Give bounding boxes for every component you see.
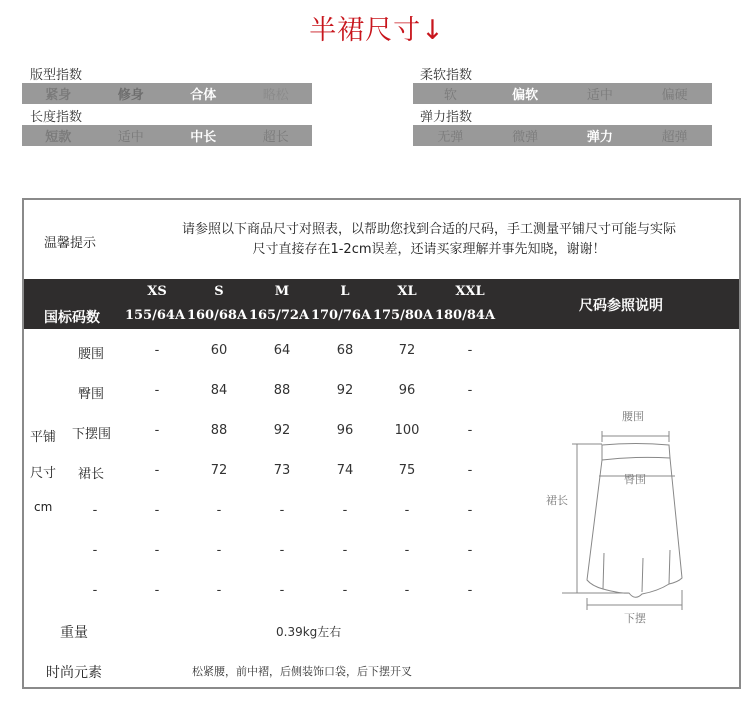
- cell: 92: [336, 383, 354, 398]
- code-m: 165/72A: [248, 308, 310, 323]
- cell: 74: [336, 463, 354, 478]
- elasticity-option-selected: 弹力: [586, 130, 613, 145]
- length-option: 超长: [262, 130, 289, 145]
- cell: 72: [210, 463, 228, 478]
- elasticity-index-bar: [413, 125, 712, 146]
- national-code-label: 国标码数: [44, 310, 100, 326]
- cell: -: [154, 343, 160, 358]
- cell: 75: [398, 463, 416, 478]
- diagram-waist-label: 腰围: [622, 410, 644, 423]
- cell: -: [216, 503, 222, 518]
- code-xxl: 180/84A: [434, 308, 496, 323]
- softness-option-selected: 偏软: [512, 88, 539, 103]
- cell: -: [154, 383, 160, 398]
- softness-option: 软: [443, 88, 457, 103]
- unit-label: cm: [34, 500, 53, 514]
- cell: 88: [273, 383, 291, 398]
- cell: 72: [398, 343, 416, 358]
- fit-option: 略松: [262, 88, 289, 103]
- skirt-outline-icon: [532, 400, 712, 630]
- length-option-selected: 中长: [190, 130, 217, 145]
- fit-option-selected: 合体: [190, 88, 217, 103]
- cell: -: [154, 463, 160, 478]
- fashion-elements-label: 时尚元素: [46, 665, 102, 681]
- row-name-empty: -: [92, 543, 98, 558]
- cell: 88: [210, 423, 228, 438]
- size-reference-label: 尺码参照说明: [579, 298, 663, 314]
- code-xs: 155/64A: [124, 308, 186, 323]
- tip-line-1: 请参照以下商品尺寸对照表，以帮助您找到合适的尺码，手工测量平铺尺寸可能与实际: [181, 222, 676, 237]
- size-header-band: [24, 279, 739, 329]
- weight-value: 0.39kg左右: [276, 625, 342, 639]
- softness-option: 适中: [586, 88, 613, 103]
- fit-index-label: 版型指数: [30, 68, 83, 83]
- fit-option: 紧身: [45, 88, 72, 103]
- fit-index-bar: [22, 83, 312, 104]
- length-index-label: 长度指数: [30, 110, 83, 125]
- tip-text: [144, 220, 714, 260]
- cell: 100: [394, 423, 420, 438]
- code-xl: 175/80A: [372, 308, 434, 323]
- cell: -: [404, 503, 410, 518]
- row-name-empty: -: [92, 503, 98, 518]
- cell: 60: [210, 343, 228, 358]
- cell: -: [279, 583, 285, 598]
- diagram-length-label: 裙长: [546, 494, 568, 507]
- elasticity-option: 超弹: [661, 130, 688, 145]
- cell: -: [216, 583, 222, 598]
- weight-label: 重量: [60, 625, 88, 641]
- tip-line-2: 尺寸直接存在1-2cm误差，还请买家理解并事先知晓，谢谢！: [252, 242, 606, 257]
- cell: 96: [336, 423, 354, 438]
- softness-index-bar: [413, 83, 712, 104]
- size-chart-frame: [22, 198, 741, 689]
- cell: 96: [398, 383, 416, 398]
- size-m: M: [274, 284, 290, 299]
- size-xs: XS: [147, 284, 167, 299]
- size-l: L: [340, 284, 350, 299]
- softness-option: 偏硬: [661, 88, 688, 103]
- cell: -: [467, 423, 473, 438]
- length-index-bar: [22, 125, 312, 146]
- side-label-flat: 平铺: [30, 430, 57, 445]
- cell: -: [342, 503, 348, 518]
- cell: -: [467, 383, 473, 398]
- cell: -: [404, 543, 410, 558]
- cell: -: [467, 503, 473, 518]
- diagram-hem-label: 下摆: [624, 612, 646, 625]
- tip-label: 温馨提示: [44, 236, 97, 251]
- code-l: 170/76A: [310, 308, 372, 323]
- cell: -: [467, 543, 473, 558]
- cell: -: [467, 463, 473, 478]
- length-option: 短款: [45, 130, 72, 145]
- fashion-elements-value: 松紧腰，前中褶，后侧装饰口袋，后下摆开叉: [192, 665, 412, 678]
- cell: -: [154, 583, 160, 598]
- code-s: 160/68A: [186, 308, 248, 323]
- cell: -: [279, 503, 285, 518]
- row-name-hip: 臀围: [78, 387, 105, 402]
- cell: 92: [273, 423, 291, 438]
- length-option: 适中: [117, 130, 144, 145]
- cell: -: [154, 423, 160, 438]
- softness-index-label: 柔软指数: [420, 68, 473, 83]
- size-xl: XL: [397, 284, 417, 299]
- cell: -: [154, 503, 160, 518]
- elasticity-option: 微弹: [512, 130, 539, 145]
- side-label-size: 尺寸: [30, 466, 57, 481]
- skirt-measurement-diagram: [532, 400, 712, 630]
- row-name-length: 裙长: [78, 467, 105, 482]
- diagram-hip-label: 臀围: [624, 473, 646, 486]
- cell: 68: [336, 343, 354, 358]
- cell: -: [467, 583, 473, 598]
- fit-option: 修身: [117, 88, 144, 103]
- row-name-waist: 腰围: [78, 347, 105, 362]
- cell: -: [342, 543, 348, 558]
- size-xxl: XXL: [455, 284, 485, 299]
- row-name-empty: -: [92, 583, 98, 598]
- cell: -: [216, 543, 222, 558]
- cell: 73: [273, 463, 291, 478]
- cell: -: [467, 343, 473, 358]
- cell: 84: [210, 383, 228, 398]
- page-title: 半裙尺寸↓: [309, 15, 445, 46]
- cell: 64: [273, 343, 291, 358]
- row-name-hem: 下摆围: [72, 427, 112, 442]
- elasticity-option: 无弹: [437, 130, 464, 145]
- elasticity-index-label: 弹力指数: [420, 110, 473, 125]
- cell: -: [404, 583, 410, 598]
- cell: -: [154, 543, 160, 558]
- cell: -: [342, 583, 348, 598]
- cell: -: [279, 543, 285, 558]
- size-s: S: [214, 284, 224, 299]
